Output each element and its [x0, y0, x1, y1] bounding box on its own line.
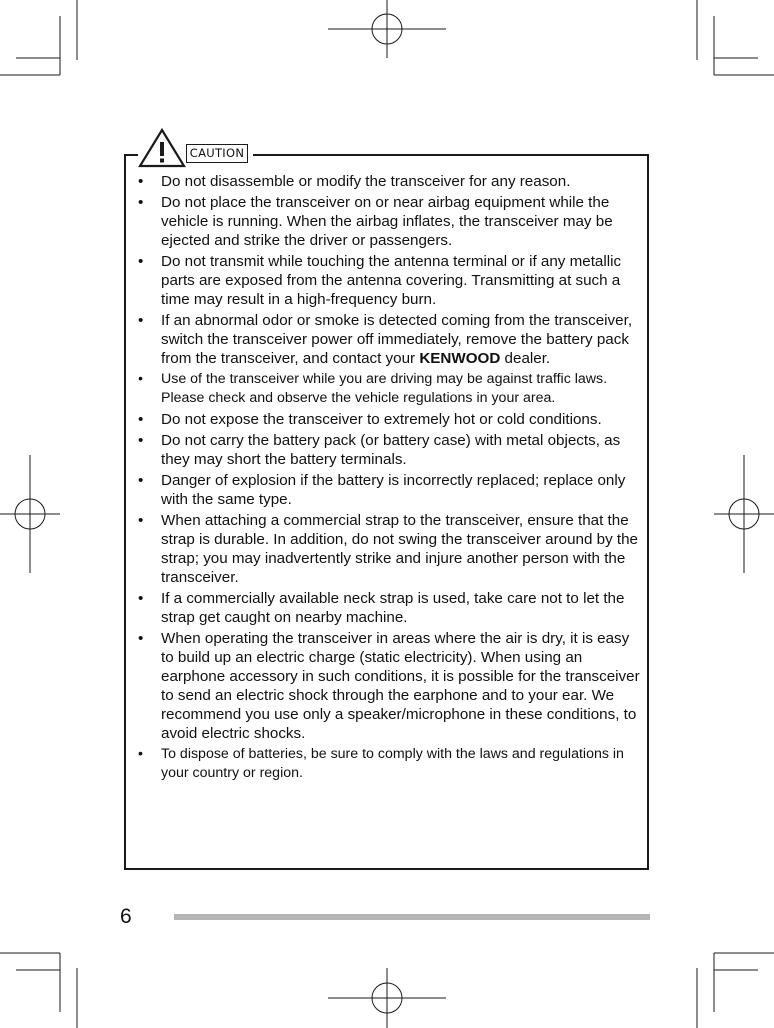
bullet: • [138, 411, 144, 428]
page-number: 6 [120, 905, 132, 928]
caution-item-text: Do not carry the battery pack (or battery case) with metal objects, as they may short the battery terminals. [161, 432, 621, 468]
caution-item-text: Do not expose the transceiver to extremely hot or cold conditions. [161, 411, 602, 428]
caution-item [136, 589, 641, 627]
footer-rule [174, 914, 650, 920]
caution-item-text: Do not disassemble or modify the transceiver for any reason. [161, 173, 571, 190]
caution-item [136, 629, 641, 743]
caution-item-text: Use of the transceiver while you are driving may be against traffic laws. Please check and observe the vehicle regulations in your area. [161, 371, 608, 406]
bullet: • [138, 512, 144, 529]
bullet: • [138, 746, 143, 762]
warning-triangle-icon [138, 128, 186, 168]
caution-item [136, 471, 641, 509]
caution-item [136, 172, 641, 191]
bullet: • [138, 253, 144, 270]
caution-item [136, 431, 641, 469]
caution-item-text: When attaching a commercial strap to the transceiver, ensure that the strap is durable. In addition, do not swing the transceiver around by the strap; you may inadvertently strike and injure another person with the transceiver. [161, 512, 639, 586]
bullet: • [138, 312, 144, 329]
caution-item [136, 311, 641, 368]
caution-item [136, 193, 641, 250]
bullet: • [138, 194, 144, 211]
caution-item-text: Danger of explosion if the battery is incorrectly replaced; replace only with the same type. [161, 472, 626, 508]
bullet: • [138, 371, 143, 387]
bullet: • [138, 630, 144, 647]
caution-item [136, 511, 641, 587]
caution-item [136, 745, 641, 783]
caution-item-text: dealer. [500, 350, 551, 367]
caution-item [136, 410, 641, 429]
caution-item-text: Do not place the transceiver on or near airbag equipment while the vehicle is running. When the airbag inflates, the transceiver may be ejected and strike the driver or passengers. [161, 194, 613, 249]
brand-name: KENWOOD [419, 350, 501, 367]
caution-label: CAUTION [186, 144, 248, 163]
bullet: • [138, 432, 144, 449]
caution-item-text: Do not transmit while touching the antenna terminal or if any metallic parts are exposed from the antenna covering. Transmitting at such a time may result in a high-frequency burn. [161, 253, 622, 308]
caution-item [136, 370, 641, 408]
bullet: • [138, 590, 144, 607]
caution-item-text: If an abnormal odor or smoke is detected coming from the transceiver, switch the transceiver power off immediately, remove the battery pack from the transceiver, and contact your [161, 312, 633, 367]
caution-item-text: To dispose of batteries, be sure to comply with the laws and regulations in your country or region. [161, 746, 624, 781]
caution-list [136, 172, 641, 785]
bullet: • [138, 173, 144, 190]
caution-item-text: When operating the transceiver in areas where the air is dry, it is easy to build up an electric charge (static electricity). When using an earphone accessory in such conditions, it is possible for the transceiver to send an electric shock through the earphone and to your ear. We recommend you use only a speaker/microphone in these conditions, to avoid electric shocks. [161, 630, 640, 742]
caution-item [136, 252, 641, 309]
caution-item-text: If a commercially available neck strap is used, take care not to let the strap get caught on nearby machine. [161, 590, 625, 626]
bullet: • [138, 472, 144, 489]
